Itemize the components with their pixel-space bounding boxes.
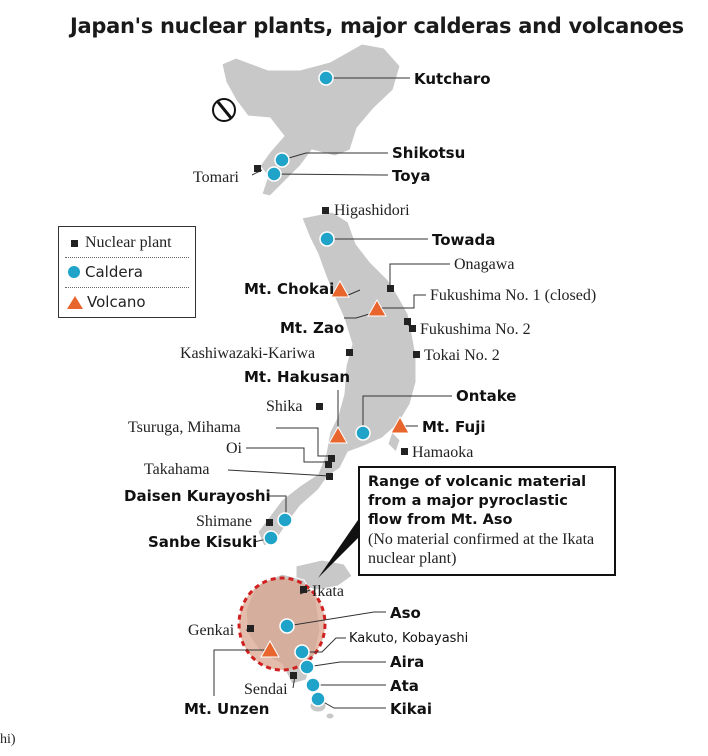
label-shimane: Shimane (196, 513, 252, 530)
north-arrow-icon (213, 99, 235, 121)
label-mt-zao: Mt. Zao (280, 319, 345, 337)
label-takahama: Takahama (144, 461, 210, 478)
plant-oi (325, 461, 332, 468)
izu (388, 432, 400, 452)
label-shikotsu: Shikotsu (392, 144, 466, 162)
callout-heading: Range of volcanic material from a major pyroclastic flow from Mt. Aso (368, 474, 587, 528)
credit-text: hi) (0, 732, 16, 747)
label-onagawa: Onagawa (454, 256, 515, 273)
hokkaido (222, 44, 400, 196)
label-towada: Towada (432, 231, 496, 249)
plant-takahama (326, 473, 333, 480)
plant-ikata (300, 586, 307, 593)
label-tokai-2: Tokai No. 2 (424, 347, 500, 364)
plant-sendai (290, 672, 297, 679)
caldera-shikotsu (275, 153, 289, 167)
plant-shika (316, 403, 323, 410)
label-mt-unzen: Mt. Unzen (184, 700, 270, 718)
caldera-aso (280, 619, 294, 633)
southern-island-2 (326, 713, 334, 719)
nuclear-plant-square-icon (71, 240, 78, 247)
caldera-kikai (311, 692, 325, 706)
label-aira: Aira (390, 653, 425, 671)
legend-nuclear-plant (67, 232, 172, 254)
plant-higashidori (322, 207, 329, 214)
plant-tokai-2 (413, 351, 420, 358)
label-kakuto-kobayashi: Kakuto, Kobayashi (349, 631, 469, 646)
caldera-kutcharo (319, 71, 333, 85)
legend (58, 226, 196, 318)
legend-divider (65, 287, 189, 288)
plant-fukushima-2 (409, 325, 416, 332)
caldera-towada (320, 232, 334, 246)
legend-nuclear-plant-label: Nuclear plant (85, 234, 172, 251)
label-oi: Oi (226, 440, 242, 457)
plant-onagawa (387, 285, 394, 292)
label-tsuruga-mihama: Tsuruga, Mihama (128, 419, 241, 436)
label-ikata: Ikata (312, 583, 344, 600)
caldera-circle-icon (68, 266, 80, 278)
label-daisen-kurayoshi: Daisen Kurayoshi (124, 487, 271, 505)
legend-caldera (67, 261, 143, 283)
plant-genkai (247, 625, 254, 632)
caldera-sanbe-kisuki (264, 531, 278, 545)
plant-tomari (254, 165, 261, 172)
map-title: Japan's nuclear plants, major calderas and volcanoes (70, 14, 684, 38)
plant-tsuruga-mihama (328, 455, 335, 462)
plant-shimane (266, 519, 273, 526)
label-tomari: Tomari (193, 169, 239, 186)
label-sendai: Sendai (244, 681, 288, 698)
caldera-ata (306, 678, 320, 692)
plant-hamaoka (401, 448, 408, 455)
label-mt-chokai: Mt. Chokai (244, 280, 335, 298)
label-genkai: Genkai (188, 622, 235, 639)
caldera-kakuto-kobayashi (295, 645, 309, 659)
legend-divider (65, 257, 189, 258)
plant-fukushima-1 (404, 318, 411, 325)
label-ontake: Ontake (456, 387, 517, 405)
legend-volcano (67, 291, 146, 313)
label-fukushima-2: Fukushima No. 2 (420, 321, 531, 338)
label-higashidori: Higashidori (334, 202, 410, 219)
label-mt-hakusan: Mt. Hakusan (244, 368, 351, 386)
label-hamaoka: Hamaoka (412, 444, 474, 461)
label-kikai: Kikai (390, 700, 433, 718)
label-ata: Ata (390, 677, 419, 695)
caldera-ontake (356, 426, 370, 440)
label-toya: Toya (392, 167, 431, 185)
label-sanbe-kisuki: Sanbe Kisuki (148, 533, 258, 551)
legend-caldera-label: Caldera (85, 263, 143, 281)
volcano-triangle-icon (67, 296, 83, 309)
label-fukushima-1: Fukushima No. 1 (closed) (430, 287, 597, 304)
caldera-daisen-kurayoshi (278, 513, 292, 527)
label-shika: Shika (266, 398, 303, 415)
label-aso: Aso (390, 604, 421, 622)
plant-kashiwazaki-kariwa (346, 349, 353, 356)
caldera-toya (267, 167, 281, 181)
pyroclastic-flow-callout (358, 466, 616, 576)
label-mt-fuji: Mt. Fuji (422, 418, 486, 436)
label-kutcharo: Kutcharo (414, 70, 491, 88)
legend-volcano-label: Volcano (87, 293, 146, 311)
callout-note: (No material confirmed at the Ikata nuclear plant) (368, 531, 595, 567)
caldera-aira (300, 660, 314, 674)
label-kashiwazaki-kariwa: Kashiwazaki-Kariwa (180, 345, 316, 362)
